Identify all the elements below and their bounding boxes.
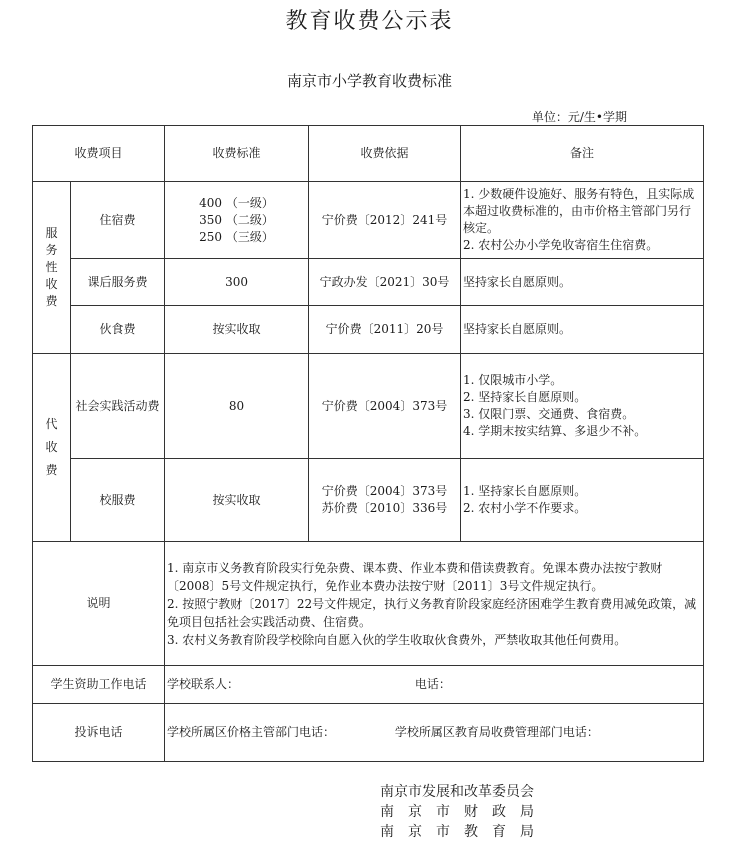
fee-table [32, 125, 704, 762]
table-row [33, 259, 704, 306]
item-name: 伙食费 [71, 306, 165, 354]
table-row [33, 459, 704, 542]
table-subtitle: 南京市小学教育收费标准 [286, 72, 452, 90]
standard-cell: 80 [165, 354, 309, 459]
org-finance-bureau: 南 京 市 财 政 局 [380, 804, 534, 820]
standard-cell: 300 [165, 259, 309, 306]
basis-cell: 宁价费〔2004〕373号 苏价费〔2010〕336号 [309, 459, 461, 542]
description-label: 说明 [33, 542, 165, 666]
aid-phone-content [165, 666, 704, 704]
page-title: 教育收费公示表 [285, 9, 454, 34]
header-basis: 收费依据 [309, 126, 461, 182]
description-content: 1. 南京市义务教育阶段实行免杂费、课本费、作业本费和借读费教育。免课本费办法按宁教财〔2008〕5号文件规定执行，免作业本费办法按宁财〔2011〕3号文件规定执行。 2. 按照宁教财〔2017〕22号文件规定，执行义务教育阶段家庭经济困难学生教育费用减免政策，减免项目包括社会实践活动费、住宿费。 3. 农村义务教育阶段学校除向自愿入伙的学生收取伙食费外，严禁收取其他任何费用。 [165, 542, 704, 666]
notes-cell: 1. 坚持家长自愿原则。 2. 农村小学不作要求。 [461, 459, 704, 542]
category-agency: 代 收 费 [33, 354, 71, 542]
table-row [33, 354, 704, 459]
complaint-label: 投诉电话 [33, 704, 165, 762]
notes-cell: 坚持家长自愿原则。 [461, 259, 704, 306]
category-service: 服 务 性 收 费 [33, 182, 71, 354]
header-notes: 备注 [461, 126, 704, 182]
item-name: 课后服务费 [71, 259, 165, 306]
table-row [33, 182, 704, 259]
phone-label: 电话： [414, 677, 451, 691]
complaint-content [165, 704, 704, 762]
basis-cell: 宁价费〔2004〕373号 [309, 354, 461, 459]
item-name: 住宿费 [71, 182, 165, 259]
basis-cell: 宁价费〔2012〕241号 [309, 182, 461, 259]
issuing-organizations [380, 782, 548, 842]
unit-label: 单位：元/生•学期 [531, 110, 627, 124]
table-row [33, 306, 704, 354]
header-row [33, 126, 704, 182]
aid-phone-label: 学生资助工作电话 [33, 666, 165, 704]
price-dept-phone-label: 学校所属区价格主管部门电话： [167, 725, 336, 739]
basis-cell: 宁政办发〔2021〕30号 [309, 259, 461, 306]
school-contact-label: 学校联系人： [167, 677, 240, 691]
notes-cell: 1. 少数硬件设施好、服务有特色，且实际成本超过收费标准的，由市价格主管部门另行核定。 2. 农村公办小学免收寄宿生住宿费。 [461, 182, 704, 259]
notes-cell: 坚持家长自愿原则。 [461, 306, 704, 354]
standard-cell: 按实收取 [165, 459, 309, 542]
header-standard: 收费标准 [165, 126, 309, 182]
edu-dept-phone-label: 学校所属区教育局收费管理部门电话： [394, 725, 599, 739]
header-item: 收费项目 [33, 126, 165, 182]
org-education-bureau: 南 京 市 教 育 局 [380, 824, 534, 840]
basis-cell: 宁价费〔2011〕20号 [309, 306, 461, 354]
org-development-reform: 南京市发展和改革委员会 [380, 784, 534, 800]
standard-cell: 400 （一级） 350 （二级） 250 （三级） [165, 182, 309, 259]
item-name: 校服费 [71, 459, 165, 542]
complaint-row [33, 704, 704, 762]
item-name: 社会实践活动费 [71, 354, 165, 459]
description-row [33, 542, 704, 666]
standard-cell: 按实收取 [165, 306, 309, 354]
aid-phone-row [33, 666, 704, 704]
notes-cell: 1. 仅限城市小学。 2. 坚持家长自愿原则。 3. 仅限门票、交通费、食宿费。 4. 学期末按实结算、多退少不补。 [461, 354, 704, 459]
